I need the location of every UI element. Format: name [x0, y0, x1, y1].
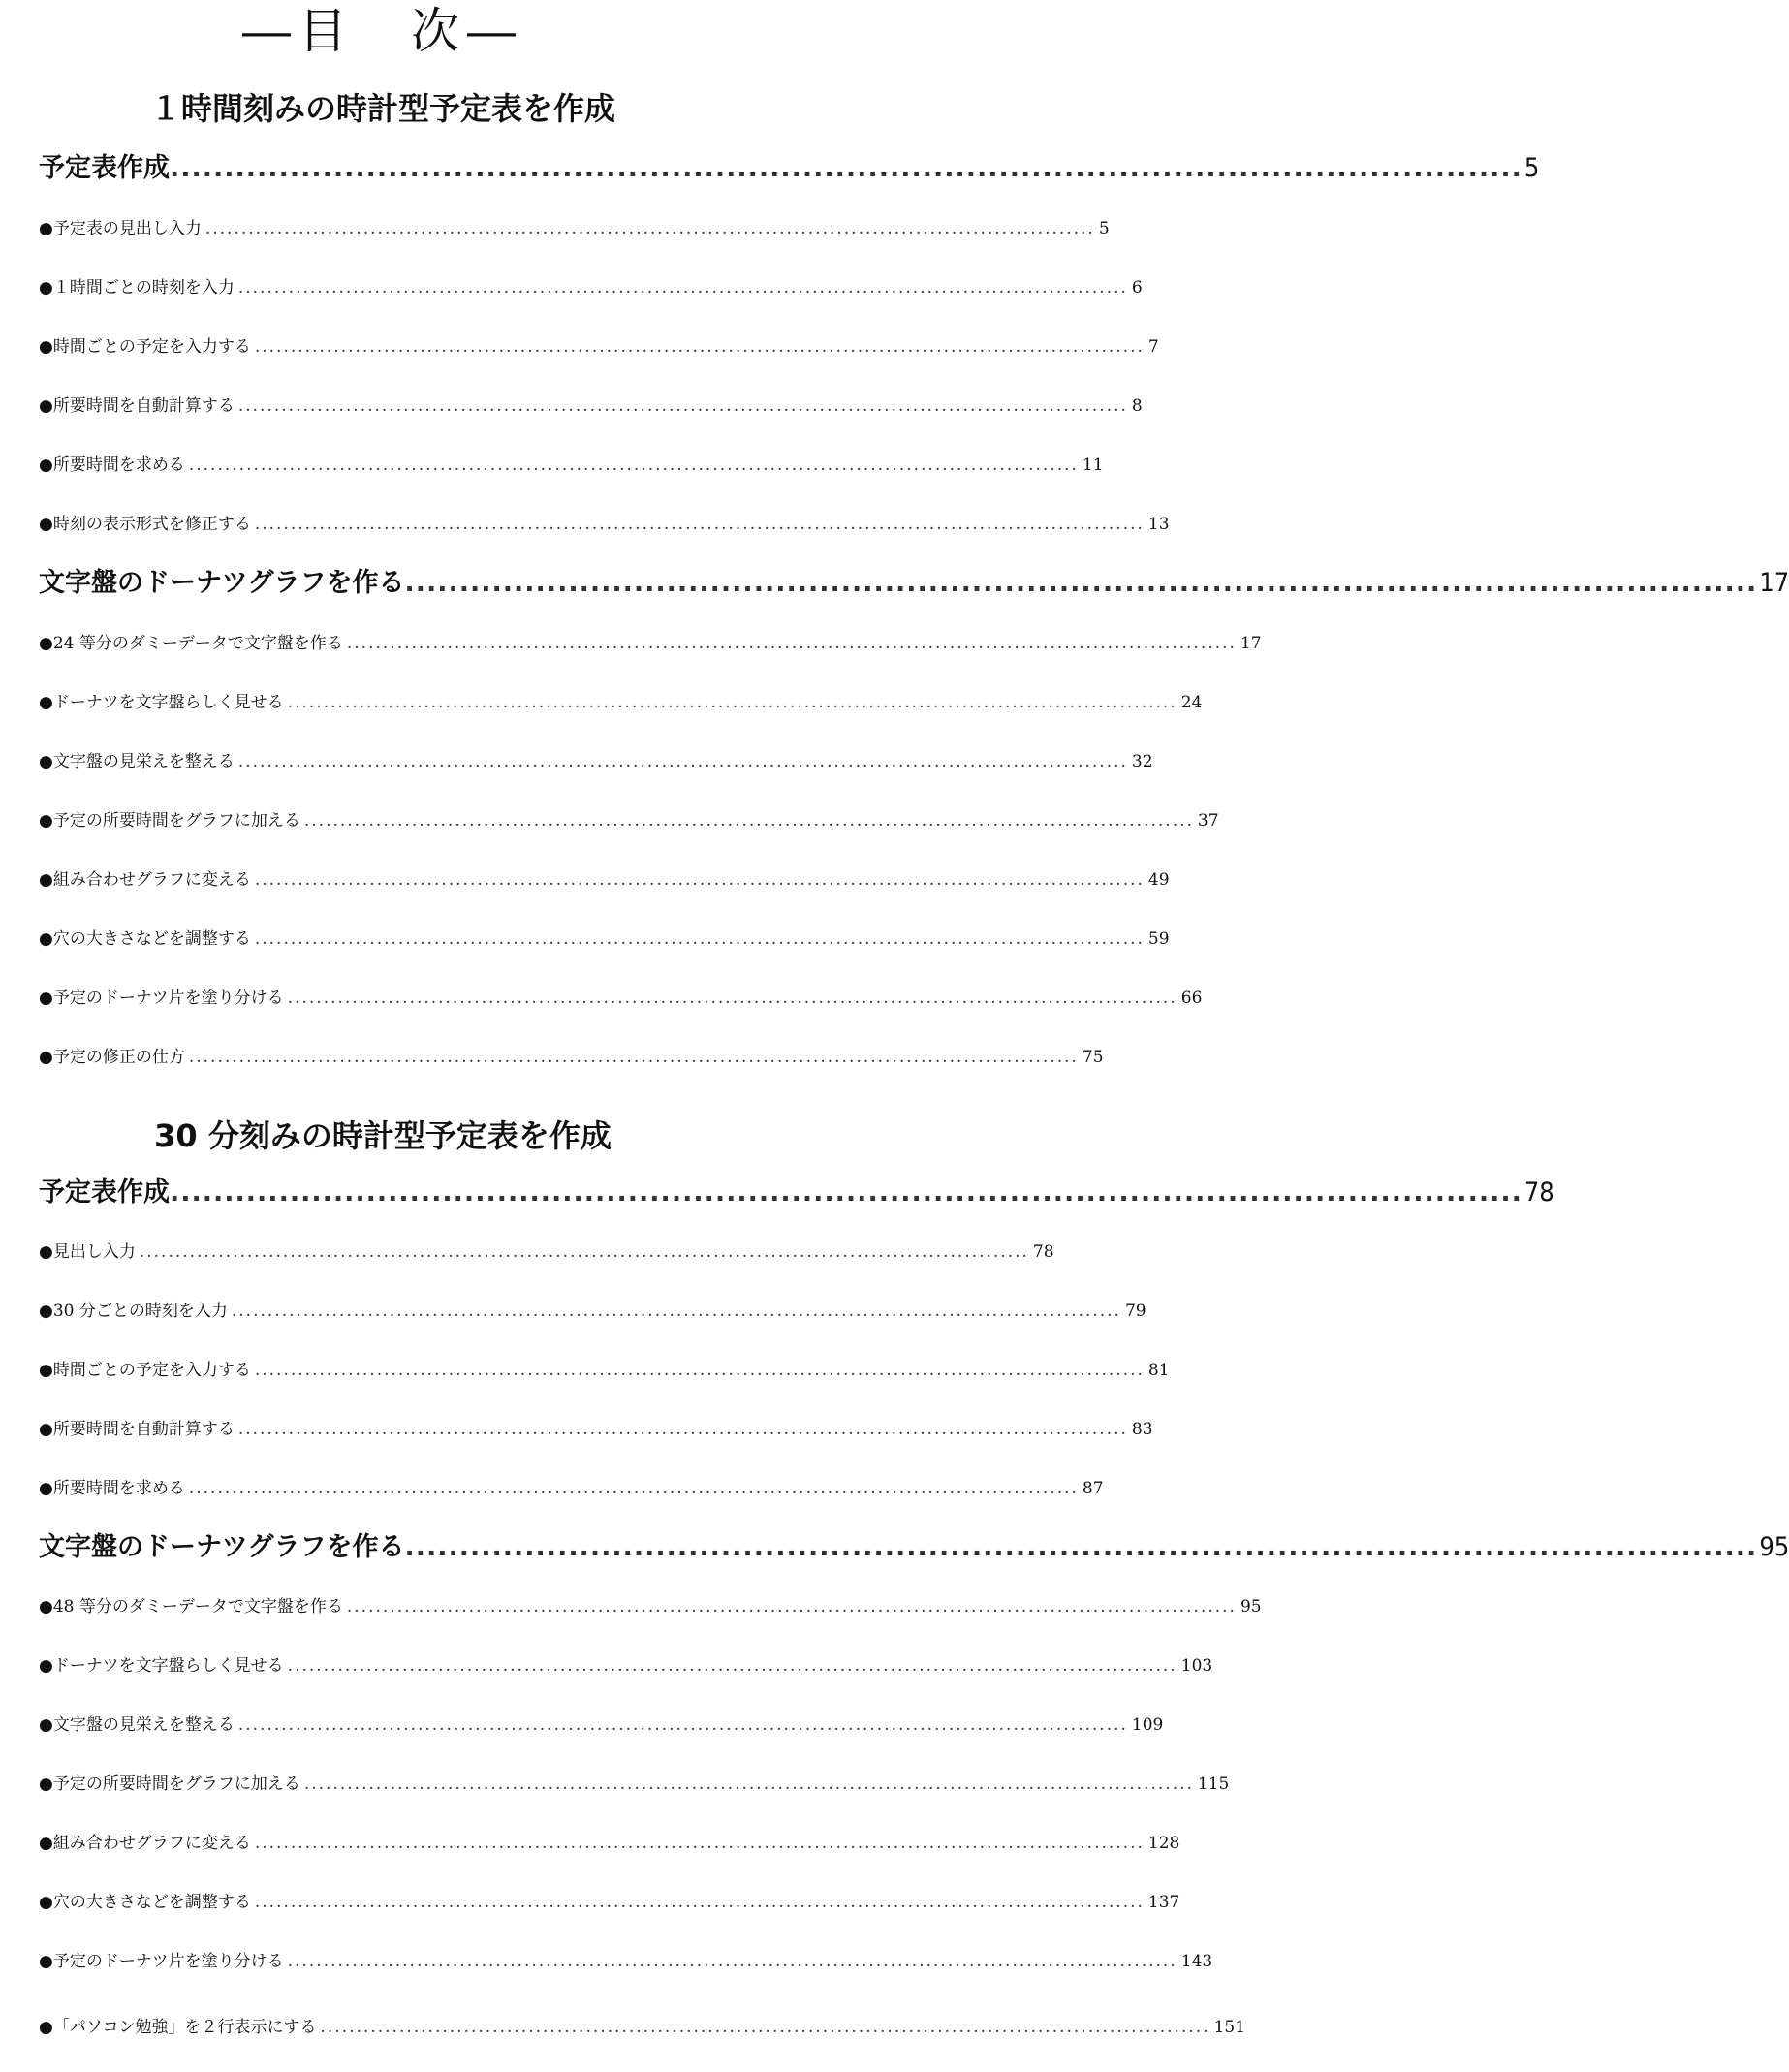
entry-title: ●予定のドーナツ片を塗り分ける: [39, 1952, 284, 1971]
toc-entry[interactable]: [39, 1418, 1153, 1441]
toc-entry[interactable]: [39, 2016, 1246, 2039]
dot-leader: ............................................................................................................................: [204, 219, 1095, 238]
page-number: 81: [1147, 1361, 1170, 1380]
page-number: 8: [1131, 396, 1143, 416]
dot-leader: ............................................................................................................................: [139, 1242, 1029, 1262]
dot-leader: ............................................................................................................................: [254, 1893, 1145, 1912]
page-number: 128: [1147, 1834, 1180, 1853]
chapter-title: 予定表作成: [39, 1177, 170, 1208]
dot-leader: ............................................................................................................................: [237, 278, 1128, 298]
toc-entry[interactable]: [39, 1713, 1164, 1737]
toc-entry[interactable]: [39, 513, 1170, 536]
chapter-title: 文字盤のドーナツグラフを作る: [39, 1532, 405, 1562]
dot-leader: ............................................................................................................................: [346, 634, 1237, 653]
entry-title: ●組み合わせグラフに変える: [39, 870, 251, 890]
dot-leader: ............................................................................................................................: [237, 1715, 1128, 1735]
entry-title: ●予定表の見出し入力: [39, 219, 202, 238]
dot-leader: ............................................................................................................................: [254, 1361, 1145, 1380]
dot-leader: ............................................................................................................................: [237, 396, 1128, 416]
page-number: 17: [1759, 568, 1789, 598]
page-number: 137: [1147, 1893, 1180, 1912]
page-number: 115: [1197, 1774, 1230, 1794]
entry-title: ●穴の大きさなどを調整する: [39, 1893, 251, 1912]
entry-title: ●予定の修正の仕方: [39, 1048, 185, 1067]
dot-leader: ............................................................................................................................: [231, 1302, 1121, 1321]
toc-entry[interactable]: [39, 987, 1203, 1010]
toc-chapter[interactable]: [39, 566, 1789, 601]
entry-title: ●見出し入力: [39, 1242, 136, 1262]
dot-leader: ............................................................................................................................: [237, 1420, 1128, 1439]
toc-entry[interactable]: [39, 809, 1219, 832]
part-title: １時間刻みの時計型予定表を作成: [149, 90, 615, 127]
toc-entry[interactable]: [39, 1891, 1180, 1914]
entry-title: ●所要時間を求める: [39, 455, 185, 475]
toc-entry[interactable]: [39, 454, 1104, 477]
toc-chapter[interactable]: [39, 1176, 1554, 1210]
dot-leader: ............................................................................................................................: [346, 1597, 1237, 1617]
dot-leader: ............................................................................................................................: [287, 1656, 1177, 1676]
page-number: 17: [1240, 634, 1262, 653]
dot-leader: ............................................................................................................................: [188, 1479, 1079, 1498]
dot-leader: ............................................................................................................................: [287, 1952, 1177, 1971]
page-number: 66: [1180, 989, 1203, 1008]
entry-title: ●24 等分のダミーデータで文字盤を作る: [39, 634, 343, 653]
dot-leader: ............................................................................................................................: [320, 2018, 1210, 2037]
entry-title: ●文字盤の見栄えを整える: [39, 752, 235, 771]
dot-leader: ............................................................................................................................: [303, 1774, 1194, 1794]
page-number: 6: [1131, 278, 1143, 298]
entry-title: ●所要時間を求める: [39, 1479, 185, 1498]
page-number: 7: [1147, 337, 1159, 357]
page-number: 78: [1032, 1242, 1054, 1262]
page-number: 78: [1523, 1177, 1554, 1208]
page-number: 5: [1523, 153, 1540, 183]
page-number: 49: [1147, 870, 1170, 890]
dot-leader: ............................................................................................................................: [254, 929, 1145, 949]
toc-entry[interactable]: [39, 1654, 1213, 1678]
page-number: 11: [1082, 455, 1104, 475]
toc-entry[interactable]: [39, 691, 1203, 714]
page-number: 109: [1131, 1715, 1164, 1735]
chapter-title: 予定表作成: [39, 153, 170, 183]
page-title: ―目 次―: [242, 3, 523, 59]
dot-leader: ............................................................................................................................: [287, 693, 1177, 712]
dot-leader: ............................................................................................................................: [170, 153, 1522, 183]
toc-entry[interactable]: [39, 868, 1170, 892]
dot-leader: ............................................................................................................................: [404, 568, 1758, 598]
entry-title: ●所要時間を自動計算する: [39, 396, 235, 416]
toc-entry[interactable]: [39, 1477, 1104, 1500]
dot-leader: ............................................................................................................................: [254, 337, 1145, 357]
page-number: 79: [1124, 1302, 1146, 1321]
toc-entry[interactable]: [39, 1359, 1170, 1382]
page-number: 103: [1180, 1656, 1213, 1676]
page-number: 143: [1180, 1952, 1213, 1971]
page-number: 75: [1082, 1048, 1104, 1067]
toc-entry[interactable]: [39, 1046, 1104, 1069]
toc-entry[interactable]: [39, 394, 1143, 418]
entry-title: ●30 分ごとの時刻を入力: [39, 1302, 228, 1321]
toc-entry[interactable]: [39, 750, 1153, 773]
page-number: 13: [1147, 515, 1170, 534]
dot-leader: ............................................................................................................................: [188, 455, 1079, 475]
entry-title: ●予定の所要時間をグラフに加える: [39, 811, 300, 831]
entry-title: ●予定の所要時間をグラフに加える: [39, 1774, 300, 1794]
page-number: 87: [1082, 1479, 1104, 1498]
entry-title: ●組み合わせグラフに変える: [39, 1834, 251, 1853]
chapter-title: 文字盤のドーナツグラフを作る: [39, 568, 405, 598]
page-number: 5: [1098, 219, 1110, 238]
page-number: 95: [1759, 1532, 1789, 1562]
page-number: 32: [1131, 752, 1153, 771]
dot-leader: ............................................................................................................................: [287, 989, 1177, 1008]
toc-entry[interactable]: [39, 1595, 1262, 1618]
dot-leader: ............................................................................................................................: [404, 1532, 1758, 1562]
entry-title: ●48 等分のダミーデータで文字盤を作る: [39, 1597, 343, 1617]
entry-title: ●１時間ごとの時刻を入力: [39, 278, 235, 298]
part-title: 30 分刻みの時計型予定表を作成: [154, 1117, 612, 1154]
dot-leader: ............................................................................................................................: [170, 1177, 1522, 1208]
toc-entry[interactable]: [39, 217, 1110, 240]
toc-entry[interactable]: [39, 1950, 1213, 1973]
toc-entry[interactable]: [39, 335, 1159, 359]
dot-leader: ............................................................................................................................: [188, 1048, 1079, 1067]
page-number: 151: [1213, 2018, 1246, 2037]
entry-title: ●ドーナツを文字盤らしく見せる: [39, 1656, 284, 1676]
toc-chapter[interactable]: [39, 151, 1540, 186]
entry-title: ●時間ごとの予定を入力する: [39, 1361, 251, 1380]
page-number: 59: [1147, 929, 1170, 949]
entry-title: ●文字盤の見栄えを整える: [39, 1715, 235, 1735]
entry-title: ●ドーナツを文字盤らしく見せる: [39, 693, 284, 712]
entry-title: ●所要時間を自動計算する: [39, 1420, 235, 1439]
toc-entry[interactable]: [39, 1240, 1054, 1264]
dot-leader: ............................................................................................................................: [254, 1834, 1145, 1853]
page-number: 24: [1180, 693, 1203, 712]
dot-leader: ............................................................................................................................: [237, 752, 1128, 771]
page-number: 95: [1240, 1597, 1262, 1617]
entry-title: ●時刻の表示形式を修正する: [39, 515, 251, 534]
dot-leader: ............................................................................................................................: [303, 811, 1194, 831]
page-number: 37: [1197, 811, 1219, 831]
toc-chapter[interactable]: [39, 1530, 1789, 1565]
toc-entry[interactable]: [39, 927, 1170, 951]
entry-title: ●穴の大きさなどを調整する: [39, 929, 251, 949]
toc-entry[interactable]: [39, 276, 1143, 299]
entry-title: ●「パソコン勉強」を２行表示にする: [39, 2018, 317, 2037]
page-number: 83: [1131, 1420, 1153, 1439]
dot-leader: ............................................................................................................................: [254, 870, 1145, 890]
toc-entry[interactable]: [39, 1300, 1146, 1323]
toc-entry[interactable]: [39, 1832, 1180, 1855]
entry-title: ●時間ごとの予定を入力する: [39, 337, 251, 357]
dot-leader: ............................................................................................................................: [254, 515, 1145, 534]
entry-title: ●予定のドーナツ片を塗り分ける: [39, 989, 284, 1008]
toc-entry[interactable]: [39, 632, 1262, 655]
toc-entry[interactable]: [39, 1773, 1230, 1796]
